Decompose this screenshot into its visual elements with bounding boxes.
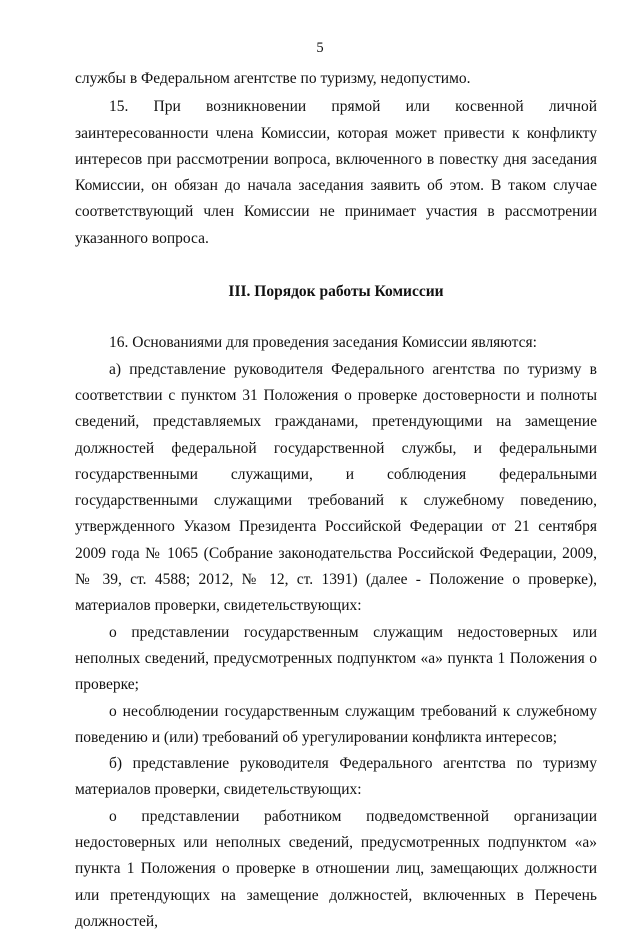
page-number: 5 [316,40,324,56]
paragraph-16a-item-1: о представлении государственным служащим недостоверных или неполных сведений, предусмотренных подпунктом «а» пункта 1 Положения о проверке; [75,623,597,694]
paragraph-16: 16. Основаниями для проведения заседания Комиссии являются: [109,334,537,352]
document-body [75,66,597,935]
section-heading: III. Порядок работы Комиссии [228,283,444,301]
paragraph-16a: а) представление руководителя Федерального агентства по туризму в соответствии с пунктом 31 Положения о проверке достоверности и полноты сведений, представляемых гражданами, претендующими на замещение должностей федеральной государственной службы, и федеральными государственными служащими, и соблюдения федеральными государственными служащими требований к служебному поведению, утвержденного Указом Президента Российской Федерации от 21 сентября 2009 года № 1065 (Собрание законодательства Российской Федерации, 2009, № 39, ст. 4588; 2012, № 12, ст. 1391) (далее - Положение о проверке), материалов проверки, свидетельствующих: [75,360,597,615]
paragraph-15: 15. При возникновении прямой или косвенной личной заинтересованности члена Комиссии, которая может привести к конфликту интересов при рассмотрении вопроса, включенного в повестку дня заседания Комиссии, он обязан до начала заседания заявить об этом. В таком случае соответствующий член Комиссии не принимает участия в рассмотрении указанного вопроса. [75,98,597,247]
paragraph-16b: б) представление руководителя Федерального агентства по туризму материалов проверки, свидетельствующих: [75,755,597,799]
paragraph-continuation: службы в Федеральном агентстве по туризму, недопустимо. [75,70,471,87]
paragraph-16b-item-1: о представлении работником подведомственной организации недостоверных или неполных сведений, предусмотренных подпунктом «а» пункта 1 Положения о проверке в отношении лиц, замещающих должности или претендующих на замещение должностей, включенных в Перечень должностей, [75,807,597,930]
paragraph-16a-item-2: о несоблюдении государственным служащим требований к служебному поведению и (или) требований об урегулировании конфликта интересов; [75,702,597,746]
